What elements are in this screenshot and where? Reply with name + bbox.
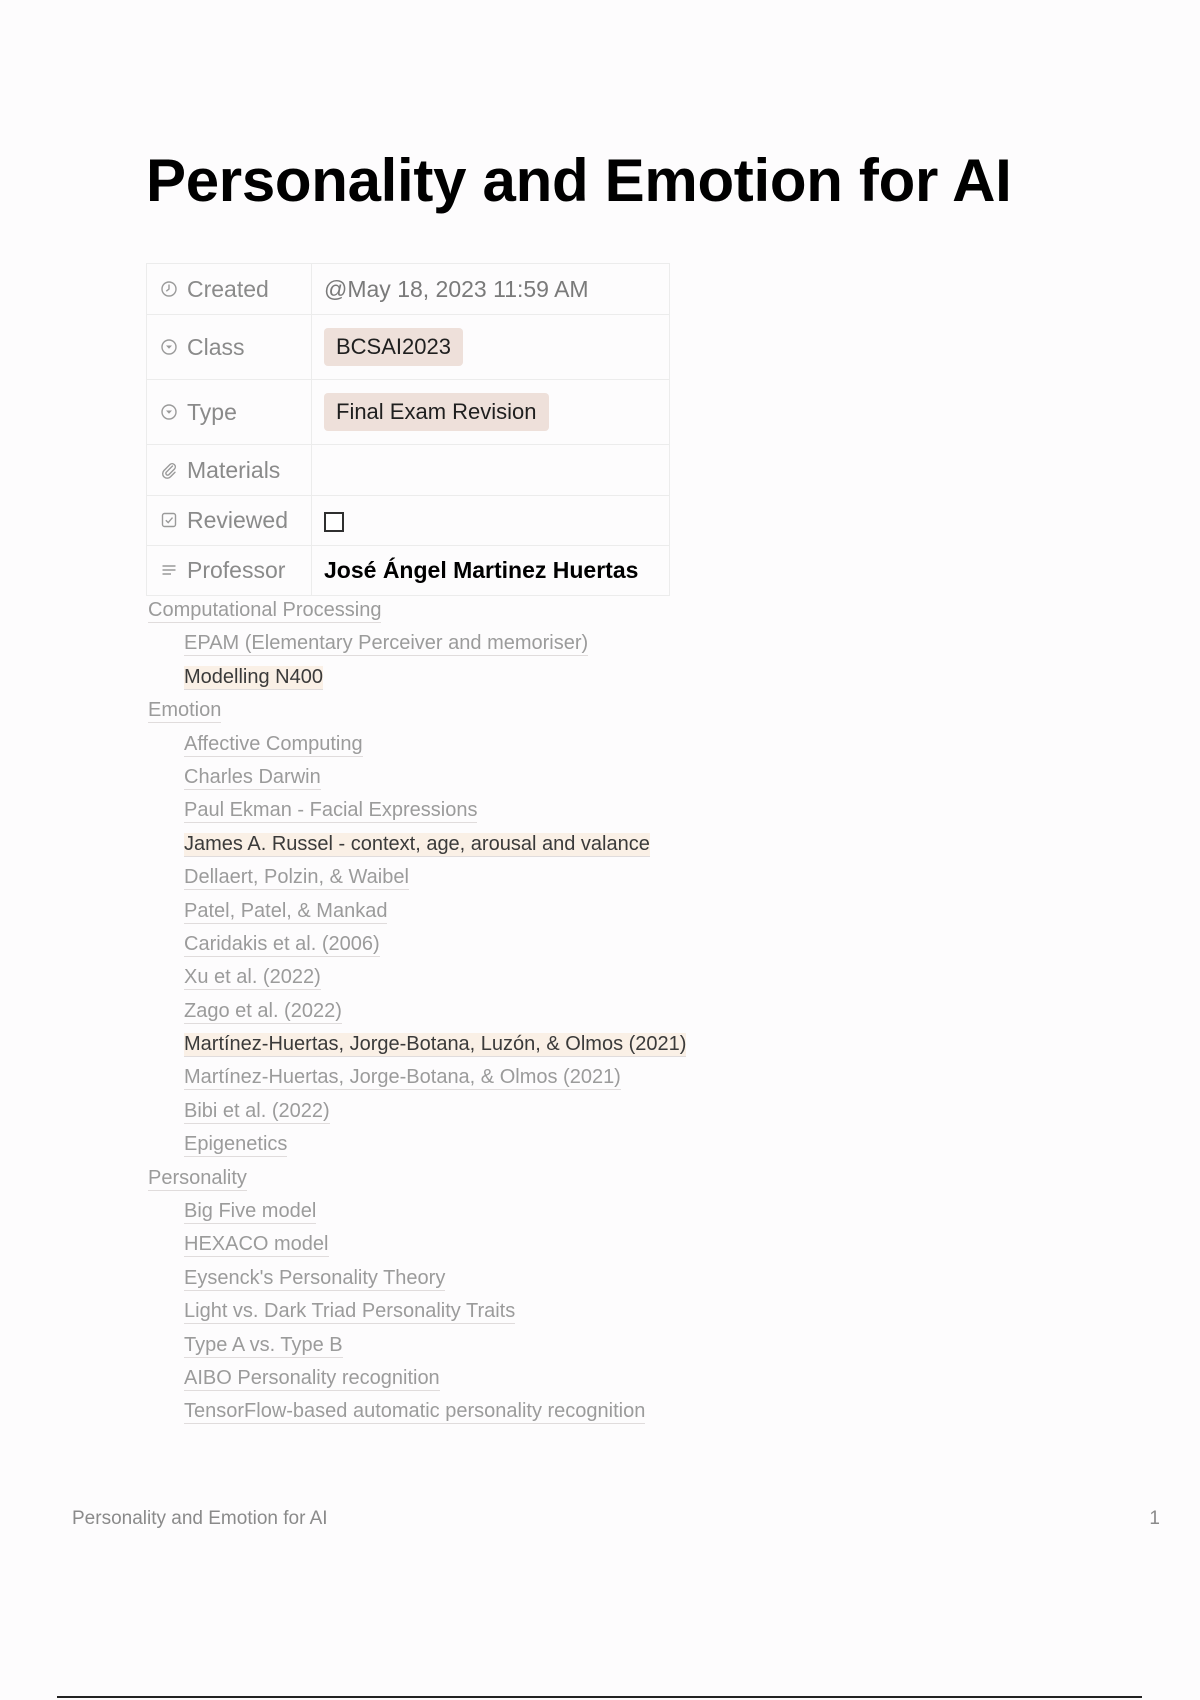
toc-link[interactable] (148, 931, 686, 964)
property-key-created[interactable] (147, 264, 312, 315)
toc-link[interactable] (148, 1098, 686, 1131)
toc-link[interactable] (148, 998, 686, 1031)
property-label: Professor (187, 557, 286, 583)
toc-link-text: Zago et al. (2022) (184, 999, 342, 1022)
toc-link-text: EPAM (Elementary Perceiver and memoriser) (184, 632, 589, 655)
reviewed-checkbox[interactable] (324, 512, 344, 532)
toc-link-text: Dellaert, Polzin, & Waibel (184, 866, 409, 889)
toc-link[interactable] (148, 664, 686, 697)
select-icon (159, 402, 179, 422)
toc-link-text: Big Five model (184, 1200, 317, 1223)
properties-table (146, 263, 670, 596)
toc-link[interactable] (148, 964, 686, 997)
property-row-materials (147, 445, 670, 496)
property-label: Reviewed (187, 507, 288, 533)
property-value-materials[interactable] (312, 445, 670, 496)
property-row-reviewed (147, 496, 670, 546)
property-value-reviewed (312, 496, 670, 546)
toc-link-text: Martínez-Huertas, Jorge-Botana, Luzón, & Olmos (2021) (184, 1033, 687, 1056)
toc-link[interactable] (148, 1198, 686, 1231)
property-row-type (147, 380, 670, 445)
property-key-reviewed[interactable] (147, 496, 312, 546)
toc-link[interactable] (148, 1231, 686, 1264)
toc-link-text: Eysenck's Personality Theory (184, 1266, 446, 1289)
property-label: Type (187, 398, 237, 425)
type-tag[interactable]: Final Exam Revision (324, 393, 549, 431)
toc-link[interactable] (148, 764, 686, 797)
table-of-contents (148, 597, 686, 1432)
toc-link-text: Epigenetics (184, 1133, 288, 1156)
property-label: Created (187, 275, 269, 302)
created-date: @May 18, 2023 11:59 AM (324, 275, 589, 302)
toc-link[interactable] (148, 1365, 686, 1398)
toc-link-text: Bibi et al. (2022) (184, 1099, 330, 1122)
toc-link[interactable] (148, 1398, 686, 1431)
toc-link[interactable] (148, 898, 686, 931)
toc-link[interactable] (148, 1131, 686, 1164)
toc-link-text: Computational Processing (148, 599, 382, 621)
toc-link-text: Caridakis et al. (2006) (184, 932, 380, 955)
toc-link-text: Personality (148, 1166, 247, 1189)
toc-link-text: Xu et al. (2022) (184, 966, 321, 989)
property-key-type[interactable] (147, 380, 312, 445)
professor-name: José Ángel Martinez Huertas (324, 557, 639, 583)
toc-link[interactable] (148, 1265, 686, 1298)
page-title: Personality and Emotion for AI (146, 147, 1012, 214)
property-value-class[interactable] (312, 315, 670, 380)
toc-link-text: Patel, Patel, & Mankad (184, 899, 388, 922)
toc-link-text: James A. Russel - context, age, arousal and valance (184, 832, 650, 855)
property-row-class (147, 315, 670, 380)
toc-link-text: TensorFlow-based automatic personality recognition (184, 1400, 646, 1423)
toc-link[interactable] (148, 1298, 686, 1331)
toc-link-text: Paul Ekman - Facial Expressions (184, 799, 478, 822)
checkbox-icon (159, 510, 179, 530)
property-value-type[interactable] (312, 380, 670, 445)
toc-link-text: AIBO Personality recognition (184, 1366, 440, 1389)
property-key-class[interactable] (147, 315, 312, 380)
toc-link-text: Martínez-Huertas, Jorge-Botana, & Olmos (2021) (184, 1066, 621, 1089)
property-value-created[interactable] (312, 264, 670, 315)
property-value-professor[interactable] (312, 546, 670, 596)
select-icon (159, 337, 179, 357)
class-tag[interactable]: BCSAI2023 (324, 328, 463, 366)
property-row-professor (147, 546, 670, 596)
toc-link-text: Emotion (148, 699, 222, 722)
toc-link-text: Modelling N400 (184, 665, 323, 688)
toc-link-text: Type A vs. Type B (184, 1333, 343, 1356)
text-lines-icon (159, 560, 179, 580)
property-label: Materials (187, 456, 281, 483)
toc-link[interactable] (148, 731, 686, 764)
paperclip-icon (159, 460, 179, 480)
toc-link[interactable] (148, 831, 686, 864)
property-label: Class (187, 333, 245, 360)
page-number: 1 (1149, 1508, 1160, 1529)
toc-section-link[interactable] (148, 697, 686, 730)
toc-link[interactable] (148, 630, 686, 663)
page-divider (57, 1696, 1142, 1698)
property-key-materials[interactable] (147, 445, 312, 496)
toc-section-link[interactable] (148, 597, 686, 630)
toc-link[interactable] (148, 1031, 686, 1064)
property-row-created (147, 264, 670, 315)
toc-link-text: HEXACO model (184, 1233, 329, 1256)
toc-link[interactable] (148, 797, 686, 830)
toc-link-text: Affective Computing (184, 732, 363, 755)
property-key-professor[interactable] (147, 546, 312, 596)
clock-icon (159, 279, 179, 299)
footer-title: Personality and Emotion for AI (72, 1508, 328, 1529)
toc-link-text: Charles Darwin (184, 765, 321, 788)
toc-link[interactable] (148, 864, 686, 897)
toc-link[interactable] (148, 1064, 686, 1097)
toc-link[interactable] (148, 1332, 686, 1365)
toc-section-link[interactable] (148, 1165, 686, 1198)
toc-link-text: Light vs. Dark Triad Personality Traits (184, 1300, 516, 1323)
